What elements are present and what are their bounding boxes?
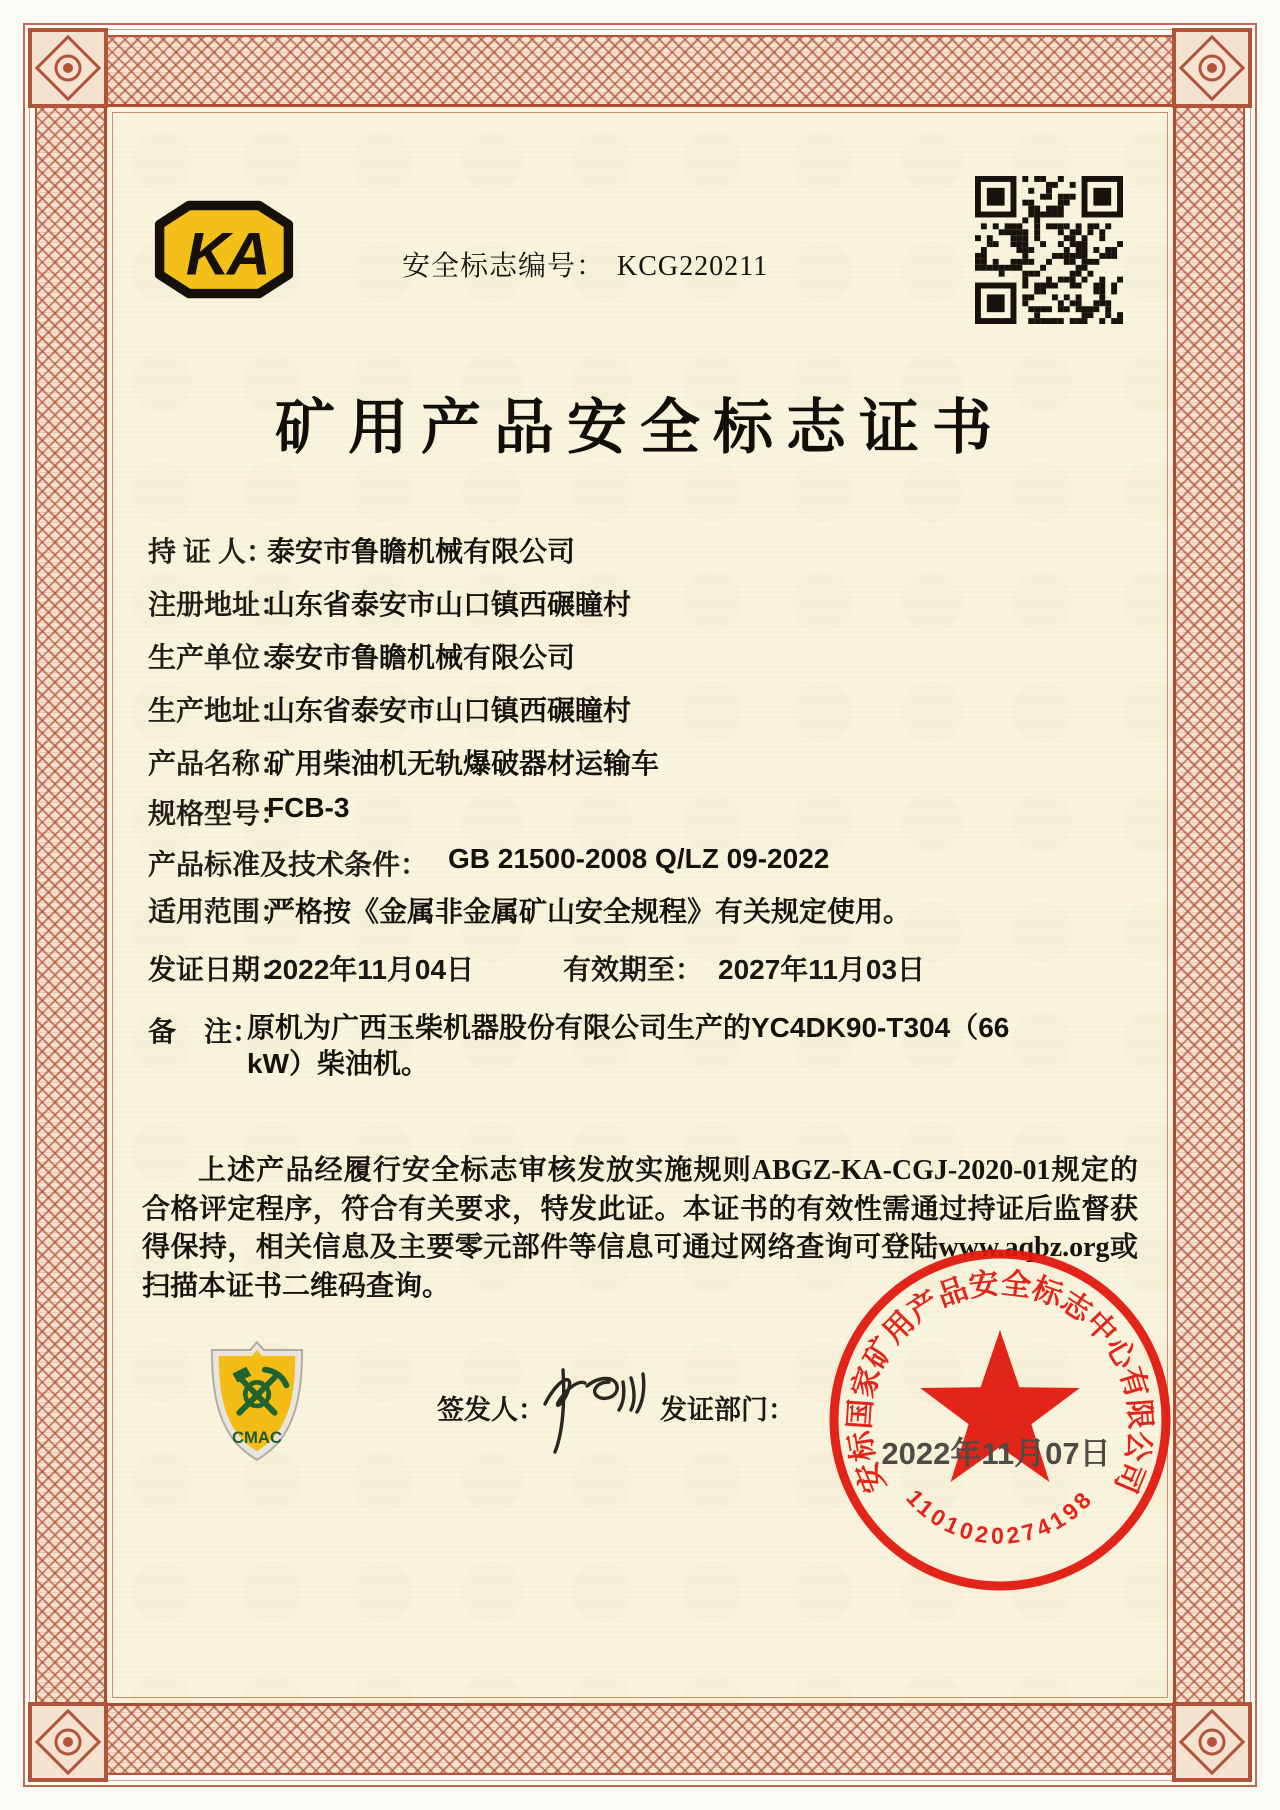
qr-code-icon <box>975 176 1123 324</box>
certificate-title: 矿用产品安全标志证书 <box>275 395 1005 461</box>
seal-date: 2022年11月07日 <box>881 1436 1111 1471</box>
expiry-date-value: 2027年11月03日 <box>718 954 926 985</box>
field-label: 生产单位： <box>148 643 289 674</box>
field-row-manufacturer <box>148 636 576 674</box>
cmac-shield-icon <box>208 1340 306 1462</box>
field-value: 山东省泰安市山口镇西碾瞳村 <box>267 695 632 726</box>
ka-mark-icon <box>153 198 295 302</box>
field-value: 山东省泰安市山口镇西碾瞳村 <box>267 589 632 620</box>
handwritten-signature-icon <box>535 1352 670 1472</box>
field-row-model <box>148 792 350 830</box>
remark-label: 备 注： <box>148 1017 261 1048</box>
statement-paragraph: 上述产品经履行安全标志审核发放实施规则ABGZ-KA-CGJ-2020-01规定的合格评定程序，符合有关要求，特发此证。本证书的有效性需通过持证后监督获得保持，相关信息及主要零元部件等信息可通过网络查询可登陆www.aqbz.org或扫描本证书二维码查询。 <box>142 1155 1138 1302</box>
field-label: 持 证 人： <box>148 537 275 568</box>
field-row-reg-address <box>148 583 632 621</box>
field-value: 严格按《金属非金属矿山安全规程》有关规定使用。 <box>267 897 912 928</box>
field-value: GB 21500-2008 Q/LZ 09-2022 <box>448 843 830 874</box>
field-label: 产品名称： <box>148 749 289 780</box>
cert-number-value: KCG220211 <box>617 251 769 282</box>
svg-text:1101020274198 <box>901 1484 1098 1548</box>
field-row-product-name <box>148 742 660 780</box>
cmac-text: CMAC <box>232 1428 282 1448</box>
remark-value: 原机为广西玉柴机器股份有限公司生产的YC4DK90-T304（66 kW）柴油机。 <box>247 1012 1010 1079</box>
field-value: 矿用柴油机无轨爆破器材运输车 <box>267 748 660 779</box>
field-row-standard <box>148 843 830 881</box>
seal-number: 1101020274198 <box>901 1484 1099 1549</box>
field-value: FCB-3 <box>267 792 350 823</box>
cert-number-label: 安全标志编号： <box>402 251 606 282</box>
issue-date-value: 2022年11月04日 <box>267 954 475 985</box>
field-label: 生产地址： <box>148 696 289 727</box>
expiry-date-label: 有效期至： <box>563 955 704 986</box>
field-value: 泰安市鲁瞻机械有限公司 <box>267 536 576 567</box>
official-seal <box>824 1244 1176 1596</box>
issuer-label: 发证部门： <box>660 1395 795 1425</box>
signer-label: 签发人： <box>437 1395 545 1425</box>
field-value: 泰安市鲁瞻机械有限公司 <box>267 642 576 673</box>
field-label: 注册地址： <box>148 590 289 621</box>
field-label: 规格型号： <box>148 799 289 830</box>
cert-number-line <box>402 244 768 284</box>
seal-ring-text: 安标国家矿用产品安全标志中心有限公司 <box>843 1267 1157 1498</box>
field-row-scope <box>148 890 912 928</box>
field-label: 产品标准及技术条件： <box>148 850 429 881</box>
issue-date-label: 发证日期： <box>148 955 289 986</box>
field-label: 适用范围： <box>148 897 289 928</box>
field-row-holder <box>148 530 576 568</box>
field-row-prod-address <box>148 689 632 727</box>
ka-text: KA <box>185 219 268 288</box>
